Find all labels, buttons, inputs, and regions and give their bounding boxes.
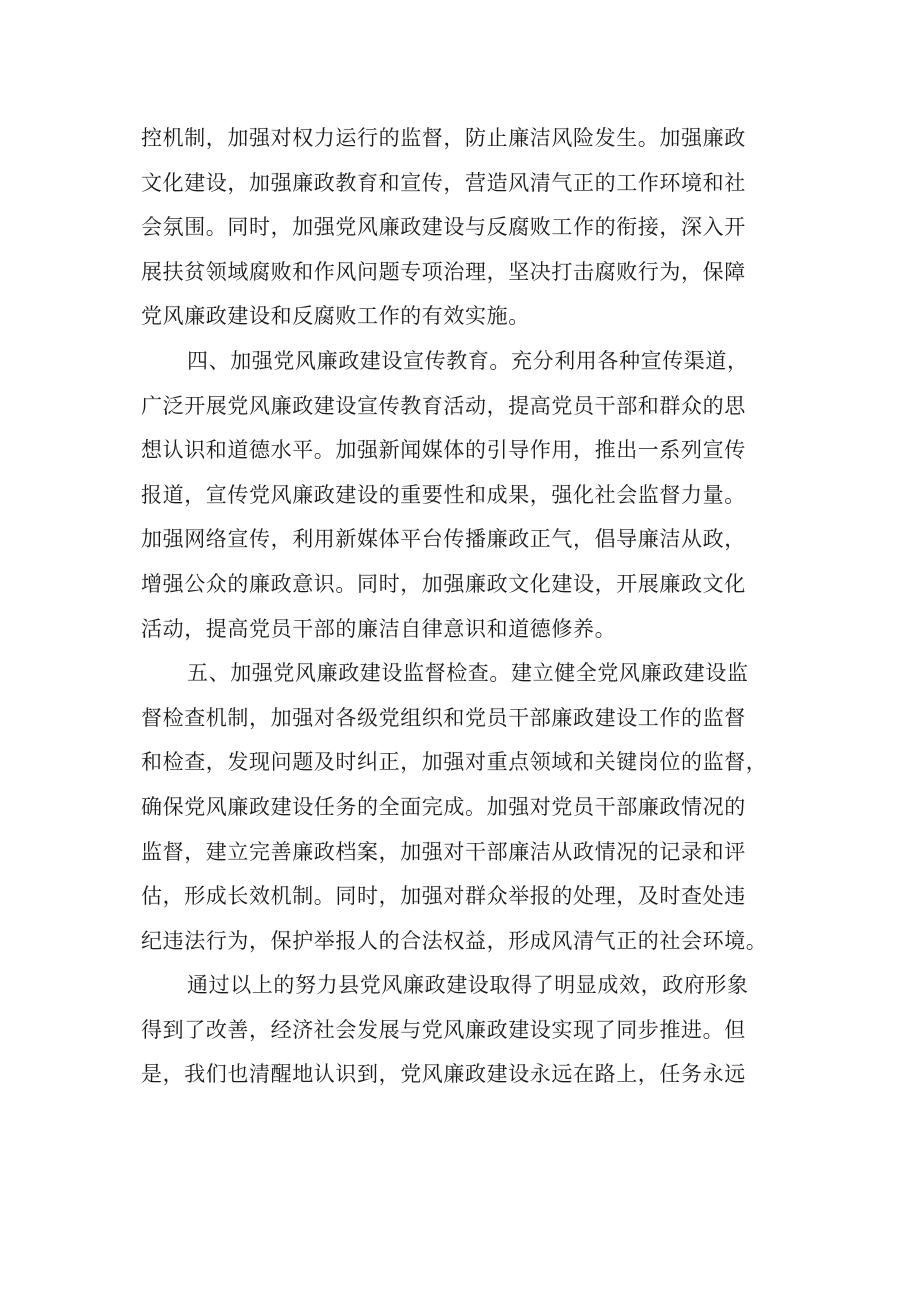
text-line: 文化建设，加强廉政教育和宣传，营造风清气正的工作环境和社 [141,170,746,195]
text-line: 想认识和道德水平。加强新闻媒体的引导作用，推出一系列宣传 [141,438,746,463]
text-line: 督检查机制，加强对各级党组织和党员干部廉政建设工作的监督 [141,705,746,730]
text-line: 活动，提高党员干部的廉洁自律意识和道德修养。 [141,616,617,641]
paragraph-summary [141,963,781,1097]
text-line: 五、加强党风廉政建设监督检查。建立健全党风廉政建设监 [187,661,749,686]
text-line: 是，我们也清醒地认识到，党风廉政建设永远在路上，任务永远 [141,1062,746,1087]
text-line: 和检查，发现问题及时纠正，加强对重点领域和关键岗位的监督， [141,750,768,775]
text-line: 控机制，加强对权力运行的监督，防止廉洁风险发生。加强廉政 [141,126,746,150]
text-line: 党风廉政建设和反腐败工作的有效实施。 [141,304,530,329]
text-line: 得到了改善，经济社会发展与党风廉政建设实现了同步推进。但 [141,1017,746,1042]
document-page [141,116,781,1097]
text-line: 会氛围。同时，加强党风廉政建设与反腐败工作的衔接，深入开 [141,215,746,240]
text-line: 监督，建立完善廉政档案，加强对干部廉洁从政情况的记录和评 [141,839,746,864]
paragraph-continuation [141,116,781,339]
text-line: 确保党风廉政建设任务的全面完成。加强对党员干部廉政情况的 [141,794,746,819]
text-line: 加强网络宣传，利用新媒体平台传播廉政正气，倡导廉洁从政， [141,527,746,552]
paragraph-section-four [141,339,781,651]
text-line: 四、加强党风廉政建设宣传教育。充分利用各种宣传渠道， [187,348,749,373]
paragraph-section-five [141,651,781,963]
text-line: 报道，宣传党风廉政建设的重要性和成果，强化社会监督力量。 [141,482,746,507]
text-line: 纪违法行为，保护举报人的合法权益，形成风清气正的社会环境。 [141,928,768,953]
text-line: 展扶贫领域腐败和作风问题专项治理，坚决打击腐败行为，保障 [141,259,746,284]
text-line: 增强公众的廉政意识。同时，加强廉政文化建设，开展廉政文化 [141,571,746,596]
text-line: 估，形成长效机制。同时，加强对群众举报的处理，及时查处违 [141,884,746,909]
text-line: 广泛开展党风廉政建设宣传教育活动，提高党员干部和群众的思 [141,393,746,418]
text-line: 通过以上的努力县党风廉政建设取得了明显成效，政府形象 [187,973,749,998]
